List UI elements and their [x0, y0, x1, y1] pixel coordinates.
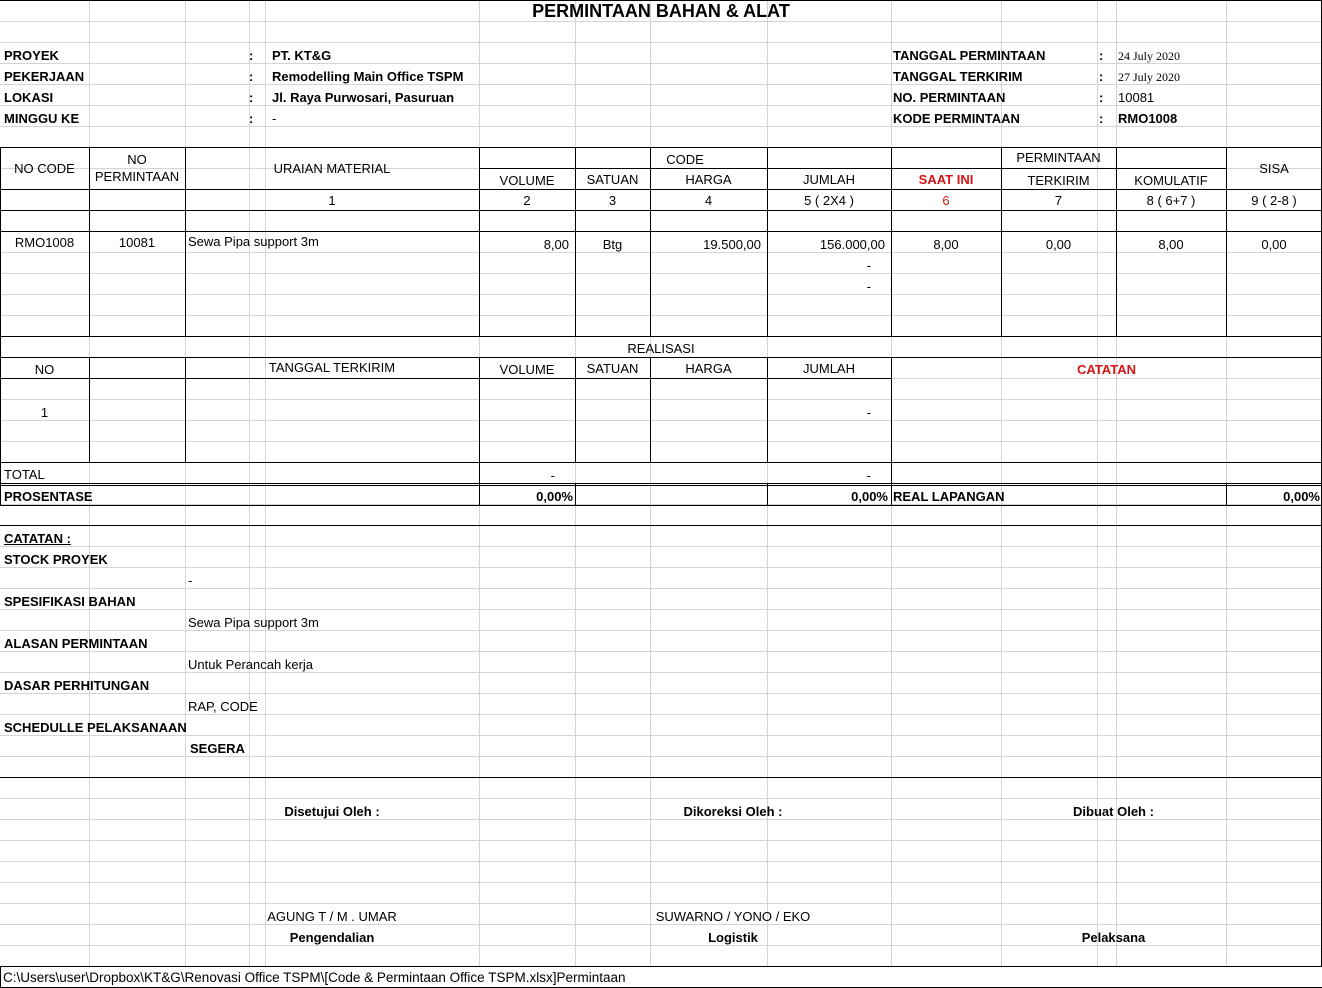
- prosentase-jumlah: 0,00%: [851, 489, 888, 504]
- colon: :: [249, 48, 254, 63]
- note-value: Untuk Perancah kerja: [188, 657, 314, 672]
- total-label: TOTAL: [4, 467, 45, 482]
- index-cell: 1: [328, 193, 336, 208]
- colon: :: [249, 69, 254, 84]
- cell-sisa: 0,00: [1261, 237, 1287, 252]
- value-minggu: -: [272, 111, 277, 126]
- note-label: STOCK PROYEK: [4, 552, 108, 567]
- col-tanggal-terkirim: TANGGAL TERKIRIM: [268, 360, 396, 375]
- col-satuan: SATUAN: [586, 361, 639, 376]
- value-tanggal-terkirim: 27 July 2020: [1118, 70, 1181, 84]
- note-label: ALASAN PERMINTAAN: [4, 636, 148, 651]
- index-cell: 2: [523, 193, 531, 208]
- realisasi-row-jumlah: -: [866, 405, 871, 420]
- cell-jumlah: 156.000,00: [819, 237, 885, 252]
- cell-harga: 19.500,00: [703, 237, 761, 252]
- total-volume: -: [550, 468, 555, 483]
- value-lokasi: Jl. Raya Purwosari, Pasuruan: [272, 90, 455, 105]
- value-kode-permintaan: RMO1008: [1118, 111, 1178, 126]
- col-no-code: NO CODE: [14, 161, 75, 176]
- realisasi-title: REALISASI: [627, 341, 695, 356]
- colon: :: [249, 90, 254, 105]
- value-tanggal-permintaan: 24 July 2020: [1118, 49, 1181, 63]
- catatan-label: CATATAN :: [4, 531, 71, 546]
- cell-komulatif: 8,00: [1158, 237, 1184, 252]
- col-komulatif: KOMULATIF: [1134, 173, 1208, 188]
- signature-heading: Disetujui Oleh :: [284, 804, 380, 819]
- signature-name: AGUNG T / M . UMAR: [267, 909, 397, 924]
- col-volume: VOLUME: [499, 362, 555, 377]
- note-value: -: [188, 573, 193, 588]
- note-value: Sewa Pipa support 3m: [188, 615, 319, 630]
- index-cell: 7: [1054, 193, 1063, 208]
- label-tanggal-terkirim: TANGGAL TERKIRIM: [893, 69, 1023, 84]
- cell-uraian: Sewa Pipa support 3m: [188, 234, 319, 249]
- label-no-permintaan: NO. PERMINTAAN: [893, 90, 1006, 105]
- index-cell: 6: [942, 193, 950, 208]
- cell-no-permintaan: 10081: [118, 235, 156, 250]
- page-title: PERMINTAAN BAHAN & ALAT: [532, 1, 790, 21]
- cell-saat-ini: 8,00: [933, 237, 959, 252]
- colon: :: [1099, 90, 1104, 105]
- real-lapangan-value: 0,00%: [1283, 489, 1320, 504]
- note-label: DASAR PERHITUNGAN: [4, 678, 150, 693]
- note-value: RAP, CODE: [188, 699, 258, 714]
- col-jumlah: JUMLAH: [802, 361, 855, 376]
- col-harga: HARGA: [685, 361, 732, 376]
- signature-heading: Dikoreksi Oleh :: [683, 804, 783, 819]
- note-label: SCHEDULLE PELAKSANAAN: [4, 720, 187, 735]
- label-minggu: MINGGU KE: [4, 111, 80, 126]
- signature-name: SUWARNO / YONO / EKO: [655, 909, 811, 924]
- value-no-permintaan: 10081: [1118, 90, 1155, 105]
- label-pekerjaan: PEKERJAAN: [4, 69, 85, 84]
- label-kode-permintaan: KODE PERMINTAAN: [893, 111, 1020, 126]
- label-proyek: PROYEK: [4, 48, 59, 63]
- col-satuan: SATUAN: [586, 172, 639, 187]
- index-cell: 5 ( 2X4 ): [804, 193, 854, 208]
- label-tanggal-permintaan: TANGGAL PERMINTAAN: [893, 48, 1046, 63]
- cell-no-code: RMO1008: [14, 235, 75, 250]
- value-proyek: PT. KT&G: [272, 48, 332, 63]
- cell-volume: 8,00: [543, 237, 569, 252]
- index-cell: 3: [608, 193, 617, 208]
- prosentase-label: PROSENTASE: [4, 489, 93, 504]
- cell-terkirim: 0,00: [1045, 237, 1072, 252]
- value-pekerjaan: Remodelling Main Office TSPM: [272, 69, 464, 84]
- col-volume: VOLUME: [499, 173, 555, 188]
- col-harga: HARGA: [685, 172, 732, 187]
- total-jumlah: -: [866, 468, 871, 483]
- realisasi-row-no: 1: [40, 405, 49, 420]
- index-cell: 8 ( 6+7 ): [1146, 193, 1196, 208]
- cell-satuan: Btg: [602, 237, 623, 252]
- col-permintaan: PERMINTAAN: [1016, 150, 1101, 165]
- signature-heading: Dibuat Oleh :: [1073, 804, 1154, 819]
- note-value: SEGERA: [190, 741, 245, 756]
- col-terkirim: TERKIRIM: [1027, 173, 1090, 188]
- col-no: NO: [34, 362, 55, 377]
- col-code: CODE: [666, 152, 704, 167]
- real-lapangan-label: REAL LAPANGAN: [893, 489, 1005, 504]
- prosentase-volume: 0,00%: [536, 489, 573, 504]
- cell-jumlah-blank: -: [866, 279, 871, 294]
- col-saat-ini: SAAT INI: [918, 172, 974, 187]
- signature-role: Logistik: [708, 930, 758, 945]
- note-label: SPESIFIKASI BAHAN: [4, 594, 136, 609]
- colon: :: [249, 111, 254, 126]
- col-sisa: SISA: [1259, 161, 1289, 176]
- signature-role: Pelaksana: [1081, 930, 1146, 945]
- col-no-permintaan-1: NO: [127, 152, 147, 167]
- colon: :: [1099, 69, 1104, 84]
- file-path-footer: C:\Users\user\Dropbox\KT&G\Renovasi Office TSPM\[Code & Permintaan Office TSPM.xlsx]Permintaan: [3, 970, 626, 985]
- col-jumlah: JUMLAH: [802, 172, 855, 187]
- col-catatan: CATATAN: [1077, 362, 1136, 377]
- signature-role: Pengendalian: [289, 930, 375, 945]
- col-uraian: URAIAN MATERIAL: [273, 161, 391, 176]
- colon: :: [1099, 111, 1104, 126]
- index-cell: 4: [704, 193, 713, 208]
- colon: :: [1099, 48, 1104, 63]
- label-lokasi: LOKASI: [4, 90, 54, 105]
- col-no-permintaan-2: PERMINTAAN: [94, 169, 180, 184]
- cell-jumlah-blank: -: [866, 258, 871, 273]
- index-cell: 9 ( 2-8 ): [1251, 193, 1297, 208]
